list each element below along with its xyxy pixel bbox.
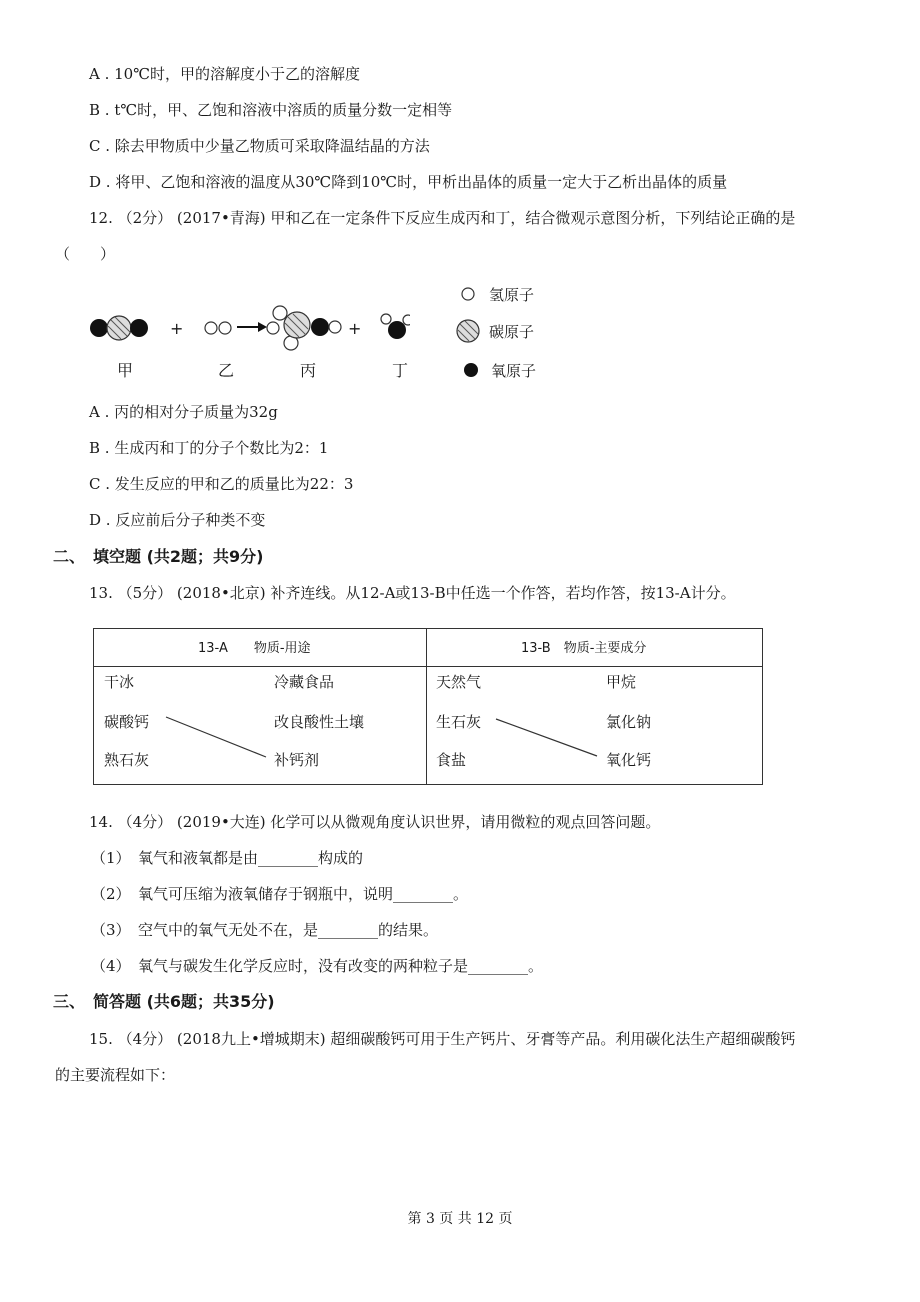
q13-stem: 13. （5分） (2018•北京) 补齐连线。从12-A或13-B中任选一个作答，若均作答，按13-A计分。 xyxy=(89,584,736,602)
a-left-item-2: 碳酸钙 xyxy=(104,713,150,731)
b-left-item-3: 食盐 xyxy=(436,751,467,769)
label-jia: 甲 xyxy=(117,361,134,380)
page-footer: 第 3 页 共 12 页 xyxy=(407,1211,513,1227)
q15-stem-line-2: 的主要流程如下： xyxy=(55,1066,176,1084)
a-right-item-2: 改良酸性土壤 xyxy=(274,713,365,731)
a-left-item-3: 熟石灰 xyxy=(104,751,150,769)
a-left-item-1: 干冰 xyxy=(104,673,135,691)
section-3-heading: 三、 简答题 (共6题；共35分) xyxy=(53,992,275,1011)
carbon-atom-icon xyxy=(457,320,479,342)
q12-option-b: B . 生成丙和丁的分子个数比为2：1 xyxy=(89,439,329,457)
label-ding: 丁 xyxy=(392,361,409,380)
a-right-item-3: 补钙剂 xyxy=(274,751,320,769)
a-right-item-1: 冷藏食品 xyxy=(274,673,335,691)
q14-stem: 14. （4分） (2019•大连) 化学可以从微观角度认识世界，请用微粒的观点回答问题。 xyxy=(89,813,661,831)
b-right-item-1: 甲烷 xyxy=(606,673,637,691)
table-b-header: 13-B 物质-主要成分 xyxy=(521,641,647,656)
reaction-arrow xyxy=(237,322,267,332)
molecule-yi xyxy=(205,322,231,334)
molecule-jia xyxy=(90,316,148,340)
table-a-header: 13-A 物质-用途 xyxy=(198,641,311,656)
q15-stem-line-1: 15. （4分） (2018九上•增城期末) 超细碳酸钙可用于生产钙片、牙膏等产品。利用碳化法生产超细碳酸钙 xyxy=(89,1030,796,1048)
plus-sign-2: + xyxy=(348,319,362,338)
legend-hydrogen: 氢原子 xyxy=(489,286,535,304)
b-left-item-2: 生石灰 xyxy=(436,713,482,731)
b-right-item-2: 氯化钠 xyxy=(606,713,652,731)
example-link-lines xyxy=(94,629,762,784)
matching-table xyxy=(93,628,763,785)
label-yi: 乙 xyxy=(218,361,235,380)
plus-sign-1: + xyxy=(170,319,184,338)
q11-option-c: C . 除去甲物质中少量乙物质可采取降温结晶的方法 xyxy=(89,137,430,155)
q14-item-1: （1） 氧气和液氧都是由________构成的 xyxy=(91,849,364,867)
b-example-link xyxy=(496,719,597,756)
section-2-heading: 二、 填空题 (共2题；共9分) xyxy=(53,547,264,566)
q12-stem: 12. （2分） (2017•青海) 甲和乙在一定条件下反应生成丙和丁，结合微观示意图分析，下列结论正确的是 xyxy=(89,209,796,227)
b-left-item-1: 天然气 xyxy=(436,673,482,691)
legend-carbon: 碳原子 xyxy=(489,323,535,341)
molecule-ding xyxy=(381,314,410,339)
q14-item-4: （4） 氧气与碳发生化学反应时，没有改变的两种粒子是________。 xyxy=(91,957,544,975)
q12-answer-paren: （ ） xyxy=(55,245,116,263)
q11-option-a: A . 10℃时，甲的溶解度小于乙的溶解度 xyxy=(89,65,361,83)
q14-item-3: （3） 空气中的氧气无处不在，是________的结果。 xyxy=(91,921,439,939)
q11-option-d: D . 将甲、乙饱和溶液的温度从30℃降到10℃时，甲析出晶体的质量一定大于乙析出晶体的质量 xyxy=(89,173,728,191)
q12-option-a: A . 丙的相对分子质量为32g xyxy=(89,403,278,421)
a-example-link xyxy=(166,717,266,757)
q12-option-d: D . 反应前后分子种类不变 xyxy=(89,511,266,529)
q14-item-2: （2） 氧气可压缩为液氧储存于钢瓶中，说明________。 xyxy=(91,885,469,903)
legend-oxygen: 氧原子 xyxy=(491,362,537,380)
oxygen-atom-icon xyxy=(464,363,478,377)
hydrogen-atom-icon xyxy=(462,288,474,300)
b-right-item-3: 氧化钙 xyxy=(606,751,652,769)
molecule-bing xyxy=(267,306,341,350)
label-bing: 丙 xyxy=(300,361,317,380)
q11-option-b: B . t℃时，甲、乙饱和溶液中溶质的质量分数一定相等 xyxy=(89,101,453,119)
q12-option-c: C . 发生反应的甲和乙的质量比为22：3 xyxy=(89,475,354,493)
